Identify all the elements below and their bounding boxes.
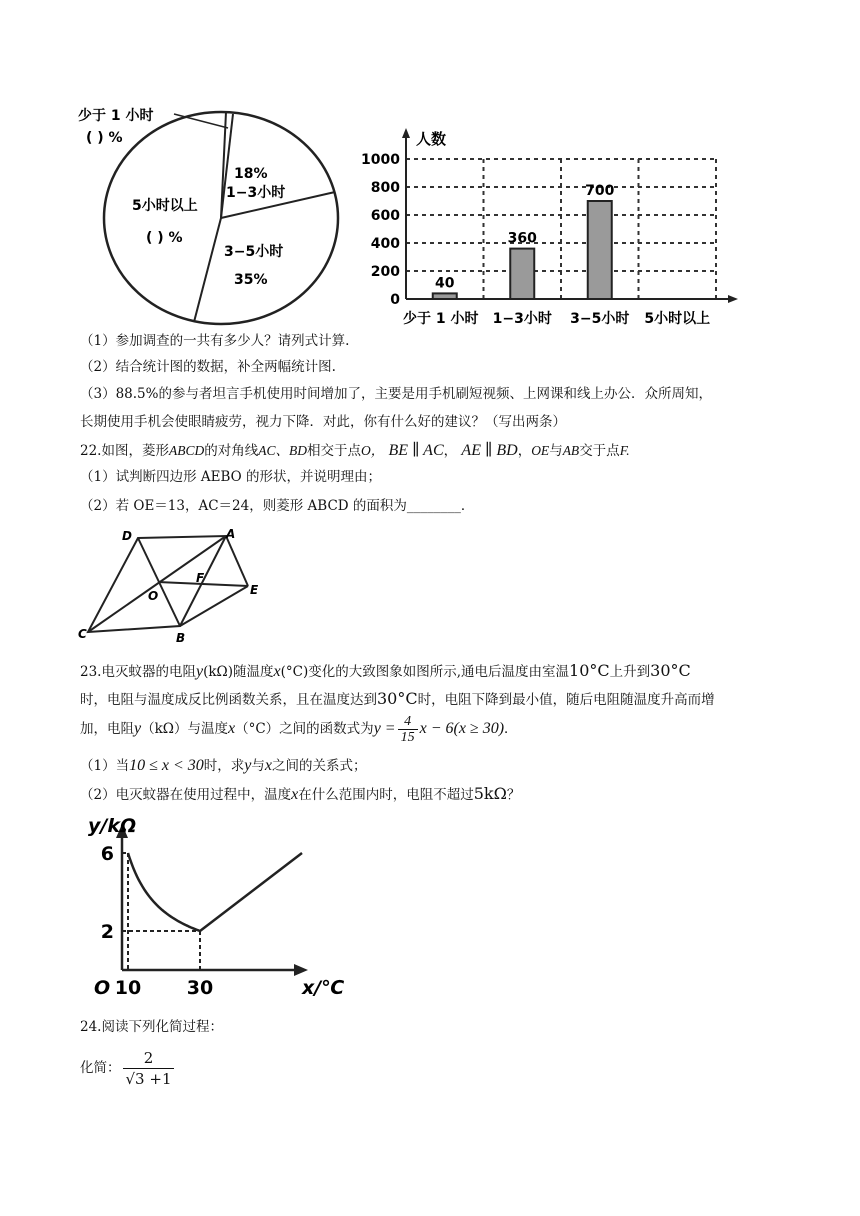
graph-ylabel: y/kΩ [88, 815, 137, 837]
pie-label-less1-name: 少于 1 小时 [78, 108, 154, 124]
q23-l3a: 加，电阻 [80, 721, 134, 737]
q22-part2: （2）若 OE＝13，AC＝24，则菱形 ABCD 的面积为________． [80, 498, 475, 514]
bar-category-label: 5小时以上 [644, 311, 711, 327]
q22-stem-f: O， [360, 443, 385, 458]
q22-stem-o: F. [619, 443, 630, 458]
graph-curve-inverse [128, 853, 200, 931]
q23-p1f: x [264, 757, 272, 774]
pie-label-h35-name: 3−5小时 [224, 244, 284, 260]
bar-ytick-label: 1000 [361, 152, 400, 168]
q22-stem-i: AE ∥ BD [461, 442, 518, 459]
bar-ytick-label: 600 [370, 208, 400, 224]
q23-p1d: y [244, 757, 252, 774]
bar-category-label: 少于 1 小时 [403, 311, 479, 327]
q23-part1 [80, 756, 367, 776]
bar-category-label: 3−5小时 [570, 311, 630, 327]
bar [510, 249, 534, 299]
point-b-label: B [176, 631, 186, 645]
q23-l1f: 10°C [569, 661, 610, 680]
graph-xlabel: x/℃ [302, 977, 345, 999]
graph-origin-label: O [94, 977, 111, 999]
q23-l1g: 上升到 [609, 664, 651, 680]
q24-fraction [123, 1048, 175, 1089]
q23-p2a: （2）电灭蚊器在使用过程中，温度 [80, 787, 292, 803]
point-c-label: C [78, 627, 87, 641]
q22-stem-l: 与 [549, 443, 563, 459]
q23-l1e: (°C)变化的大致图象如图所示,通电后温度由室温 [280, 664, 570, 680]
point-f-label: F [196, 571, 205, 585]
q23-l3h: ． [504, 721, 518, 737]
q23-p1b: 10 ≤ x < 30 [129, 757, 204, 774]
point-a-label: A [226, 527, 236, 541]
pie-label-less1-pct: ( ) % [86, 130, 123, 146]
bar-x-axis-arrow [728, 295, 738, 303]
q23-l2c: 时，电阻下降到最小值，随后电阻随温度升高而增 [417, 692, 715, 708]
q23-l3b: y [134, 720, 142, 737]
pie-label-h35-pct: 35% [234, 272, 268, 288]
point-d-label: D [122, 529, 132, 543]
q22-stem-k: OE [531, 443, 550, 458]
q21-part2: （2）结合统计图的数据，补全两幅统计图. [80, 359, 336, 375]
q23-l3d: x [227, 720, 236, 737]
graph-ytick-label: 2 [100, 921, 114, 943]
bar-category-label: 1−3小时 [492, 311, 552, 327]
q23-p1c: 时，求 [203, 758, 245, 774]
bar [588, 201, 612, 299]
bar-ytick-label: 800 [370, 180, 400, 196]
q22-stem-h: ， [443, 443, 458, 459]
q23-l1h: 30°C [650, 661, 691, 680]
pie-callout-line [174, 114, 228, 128]
segment-ae [226, 536, 248, 586]
q23-fraction [398, 714, 418, 745]
q23-l3f: y = [373, 720, 396, 737]
q24-simplify [80, 1046, 176, 1090]
point-o-label: O [148, 589, 159, 603]
q22-stem-g: BE ∥ AC [388, 442, 444, 459]
q23-line1 [80, 661, 691, 682]
q23-p2e: ？ [506, 787, 521, 803]
graph-line-linear [200, 853, 302, 931]
q23-l1b: y [195, 663, 204, 680]
q23-fraction-den: 15 [400, 730, 415, 745]
pie-label-over5-pct: ( ) % [146, 230, 183, 246]
q23-fraction-num: 4 [398, 714, 418, 730]
q23-l2b: 30°C [377, 689, 418, 708]
q23-l1a: 23.电灭蚊器的电阻 [80, 664, 196, 680]
q23-p2c: 在什么范围内时，电阻不超过 [298, 787, 474, 803]
bar-data-label: 40 [435, 275, 455, 292]
pie-chart [76, 100, 346, 330]
q23-p1e: 与 [251, 758, 265, 774]
bar-ytick-label: 400 [370, 236, 400, 252]
bar-data-label: 360 [507, 230, 537, 247]
q22-stem-e: 相交于点 [306, 443, 361, 459]
q24-stem: 24.阅读下列化简过程： [80, 1019, 223, 1035]
q22-part1: （1）试判断四边形 AEBO 的形状，并说明理由； [80, 469, 382, 485]
q21-part1: （1）参加调查的一共有多少人？请列式计算. [80, 333, 350, 349]
q22-stem-b: ABCD [168, 443, 205, 458]
graph-x-axis-arrow [294, 964, 308, 976]
q23-p1a: （1）当 [80, 758, 130, 774]
bar-ytick-label: 0 [390, 292, 400, 308]
q23-part2 [80, 784, 520, 805]
q22-stem-c: 的对角线 [204, 443, 259, 459]
q22-stem-j: ， [517, 443, 532, 459]
q24-fraction-num: 2 [123, 1048, 175, 1069]
q23-l3e: （°C）之间的函数式为 [235, 721, 374, 737]
graph-ytick-label: 6 [100, 843, 114, 865]
q23-p1g: 之间的关系式； [272, 758, 367, 774]
rhombus-figure [76, 526, 276, 648]
q23-l1c: (kΩ)随温度 [203, 664, 274, 680]
q22-stem-m: AB [562, 443, 580, 458]
q23-l1d: x [273, 663, 281, 680]
bar-ytick-label: 200 [370, 264, 400, 280]
graph-xtick-label: 10 [114, 977, 142, 999]
bar-chart-ylabel: 人数 [416, 130, 447, 148]
q21-part3-line1: （3）88.5%的参与者坦言手机使用时间增加了，主要是用手机刷短视频、上网课和线上办公．众所周知， [80, 386, 712, 402]
q23-l3g: x − 6(x ≥ 30) [419, 720, 505, 737]
q22-stem-d: AC、BD [258, 443, 307, 458]
q23-line3 [80, 712, 518, 746]
q24-fraction-den: √3 +1 [125, 1070, 172, 1088]
pie-label-h13-name: 1−3小时 [226, 185, 286, 201]
q23-p2b: x [291, 786, 299, 803]
bar [433, 293, 457, 299]
q22-stem-a: 22.如图，菱形 [80, 443, 169, 459]
bar-y-axis-arrow [402, 128, 410, 138]
bar-data-label: 700 [585, 183, 615, 199]
q23-line2 [80, 689, 715, 710]
q24-simplify-label: 化简： [80, 1060, 121, 1076]
graph-xtick-label: 30 [186, 977, 214, 999]
q23-l3c: （kΩ）与温度 [141, 721, 228, 737]
point-e-label: E [250, 583, 259, 597]
q22-stem [80, 441, 630, 461]
pie-divider-4 [194, 218, 221, 322]
pie-label-h13-pct: 18% [234, 166, 268, 182]
q23-p2d: 5kΩ [473, 784, 507, 803]
q23-l2a: 时，电阻与温度成反比例函数关系，且在温度达到 [80, 692, 377, 708]
pie-label-over5-name: 5小时以上 [132, 198, 198, 214]
function-graph [80, 810, 370, 1005]
q21-part3-line2: 长期使用手机会使眼睛疲劳，视力下降．对此，你有什么好的建议？（写出两条） [80, 414, 566, 430]
bar-chart [360, 120, 760, 330]
q22-stem-n: 交于点 [579, 443, 620, 459]
